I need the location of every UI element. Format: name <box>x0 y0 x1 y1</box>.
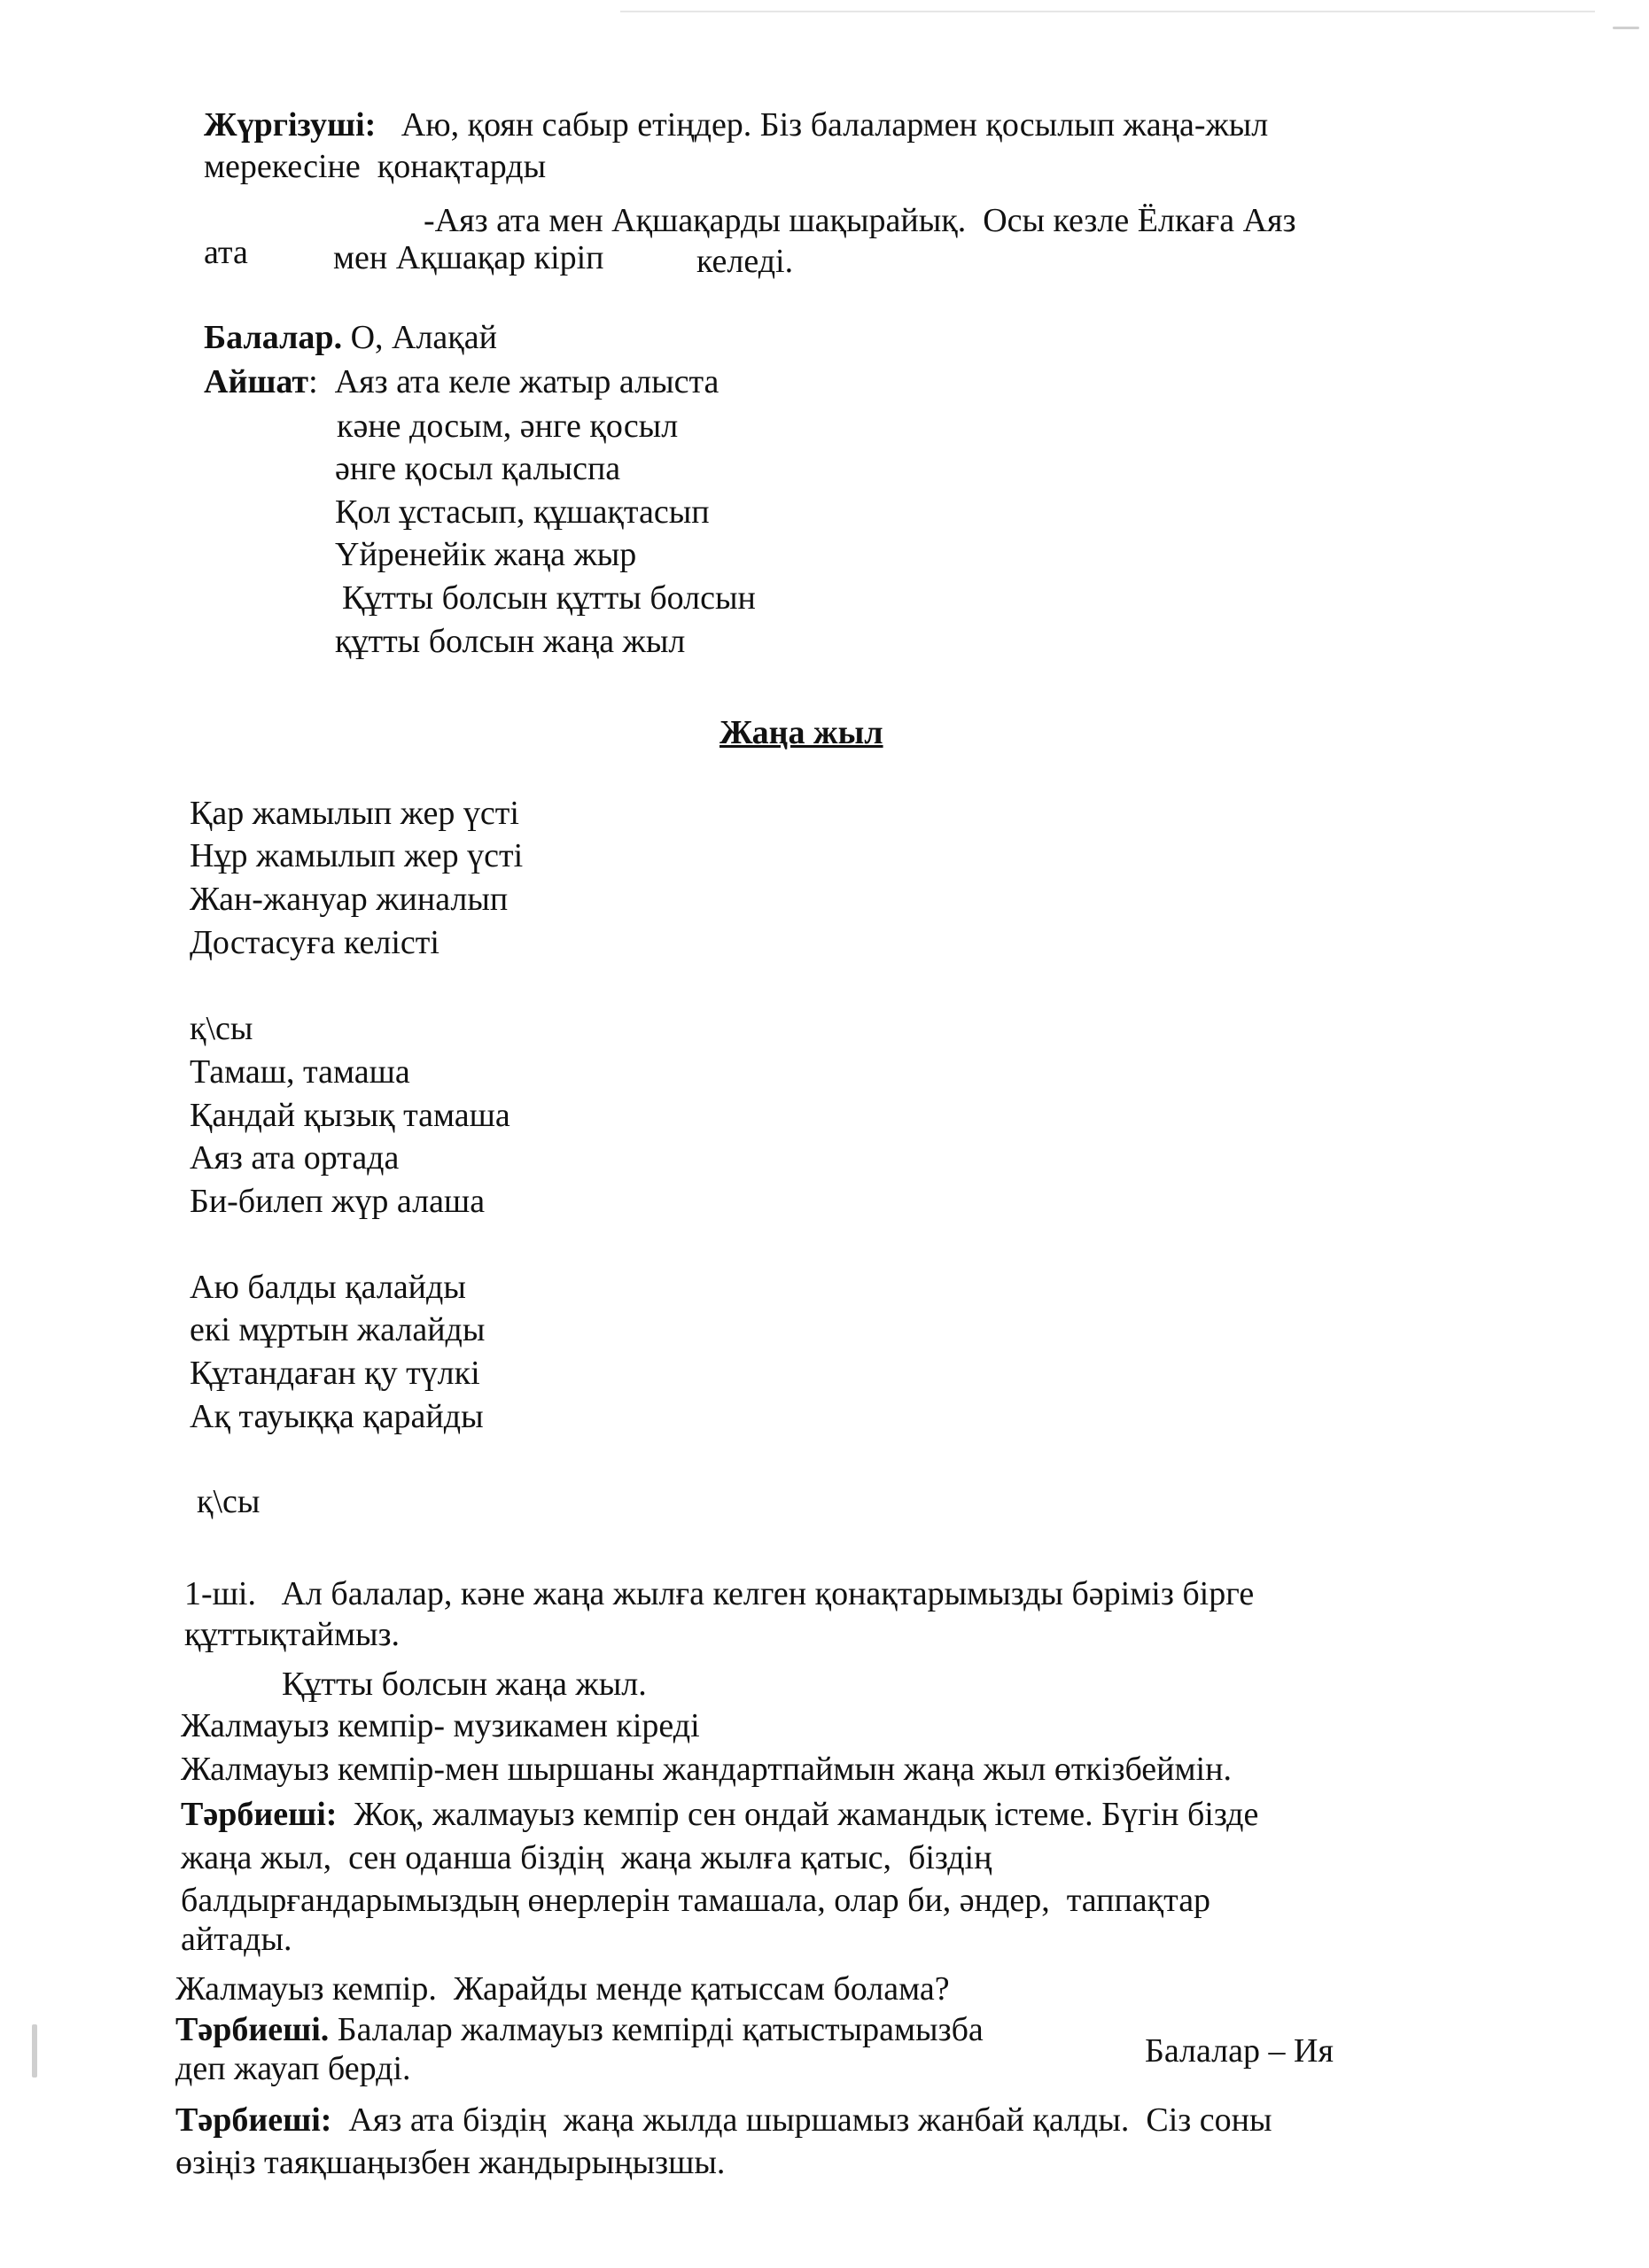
teacher2-line-1 <box>175 2009 984 2050</box>
chorus-label: қ\сы <box>190 1010 253 1047</box>
teacher1-line-3: балдырғандарымыздың өнерлерін тамашала, олар би, әндер, таппақтар <box>181 1882 1211 1919</box>
verse2-line-3: Құтандаған қу түлкі <box>190 1355 480 1392</box>
first-speaker-line-1 <box>184 1573 1254 1614</box>
children-text: О, Алақай <box>350 319 497 356</box>
aishat-verse-2: кәне досым, әнге қосыл <box>337 408 679 445</box>
verse1-line-3: Жан-жануар жиналып <box>190 881 509 918</box>
verse2-line-4: Ақ тауыққа қарайды <box>190 1398 484 1435</box>
teacher2-text-1: Балалар жалмауыз кемпірді қатыстырамызба <box>337 2011 984 2048</box>
intro-line-1 <box>204 105 1268 145</box>
greeting-line: Құтты болсын жаңа жыл. <box>282 1666 647 1703</box>
intro-text-1: Аю, қоян сабыр етіңдер. Біз балалармен қосылып жаңа-жыл <box>401 106 1269 144</box>
chorus-label-2: қ\сы <box>197 1483 261 1520</box>
scan-artifact-line <box>620 11 1595 12</box>
verse1-line-4: Достасуға келісті <box>190 924 439 961</box>
speaker-aishat: Айшат <box>204 363 309 400</box>
song-title: Жаңа жыл <box>719 714 883 751</box>
verse2-line-1: Аю балды қалайды <box>190 1269 466 1306</box>
aishat-verse-7: құтты болсын жаңа жыл <box>335 623 686 660</box>
teacher1-line-2: жаңа жыл, сен оданша біздің жаңа жылға қатыс, біздің <box>181 1839 992 1876</box>
witch-says-line: Жалмауыз кемпір-мен шыршаны жандартпаймын жаңа жыл өткізбеймін. <box>181 1751 1232 1788</box>
teacher2-line-2: деп жауап берді. <box>175 2050 411 2087</box>
teacher3-text-1: Аяз ата біздің жаңа жылда шыршамыз жанбай қалды. Сіз соны <box>348 2101 1272 2139</box>
aishat-verse-3: әнге қосыл қалыспа <box>335 450 621 487</box>
aishat-verse-5: Үйренейік жаңа жыр <box>335 536 637 573</box>
witch-reply-line: Жалмауыз кемпір. Жарайды менде қатыссам болама? <box>175 1970 950 2008</box>
teacher1-line-4: айтады. <box>181 1921 292 1958</box>
first-speaker-text-1: Ал балалар, кәне жаңа жылға келген қонақтарымызды бәріміз бірге <box>281 1575 1255 1612</box>
intro-line-2: мерекесіне қонақтарды <box>204 148 547 185</box>
chorus-line-1: Тамаш, тамаша <box>190 1053 410 1091</box>
teacher1-line-1 <box>181 1794 1258 1835</box>
aishat-line-1 <box>204 361 719 402</box>
verse2-line-2: екі мұртын жалайды <box>190 1311 486 1348</box>
intro-line-4a: ата <box>204 234 248 271</box>
first-speaker-line-2: құттықтаймыз. <box>184 1616 401 1653</box>
speaker-teacher: Тәрбиеші: <box>175 2101 332 2139</box>
scan-artifact-speck <box>1613 27 1639 29</box>
intro-line-4b: мен Ақшақар кіріп <box>333 239 604 276</box>
speaker-presenter: Жүргізуші: <box>204 106 377 144</box>
witch-enter-line: Жалмауыз кемпір- музикамен кіреді <box>181 1707 700 1744</box>
teacher1-text-1: Жоқ, жалмауыз кемпір сен ондай жамандық істеме. Бүгін бізде <box>354 1796 1259 1833</box>
teacher3-line-1 <box>175 2100 1272 2140</box>
verse1-line-2: Нұр жамылып жер үсті <box>190 837 524 874</box>
teacher3-line-2: өзіңіз таяқшаңызбен жандырыңызшы. <box>175 2144 726 2181</box>
aishat-verse-6: Құтты болсын құтты болсын <box>342 579 756 617</box>
chorus-line-2: Қандай қызық тамаша <box>190 1097 510 1134</box>
intro-line-3: -Аяз ата мен Ақшақарды шақырайық. Осы кезле Ёлкаға Аяз <box>424 202 1296 239</box>
aishat-colon: : <box>308 363 318 400</box>
chorus-line-3: Аяз ата ортада <box>190 1139 400 1177</box>
verse1-line-1: Қар жамылып жер үсті <box>190 795 519 832</box>
children-line <box>204 317 497 358</box>
aishat-verse-4: Қол ұстасып, құшақтасып <box>335 493 710 531</box>
speaker-children: Балалар. <box>204 319 343 356</box>
aishat-verse-1: Аяз ата келе жатыр алыста <box>334 363 719 400</box>
scan-artifact-speck <box>32 2024 37 2078</box>
teacher2-answer: Балалар – Ия <box>1145 2032 1334 2070</box>
chorus-line-4: Би-билеп жүр алаша <box>190 1183 486 1220</box>
intro-line-4c: келеді. <box>696 243 794 280</box>
speaker-teacher: Тәрбиеші: <box>181 1796 338 1833</box>
speaker-first: 1-ші. <box>184 1575 256 1612</box>
speaker-teacher: Тәрбиеші. <box>175 2011 330 2048</box>
